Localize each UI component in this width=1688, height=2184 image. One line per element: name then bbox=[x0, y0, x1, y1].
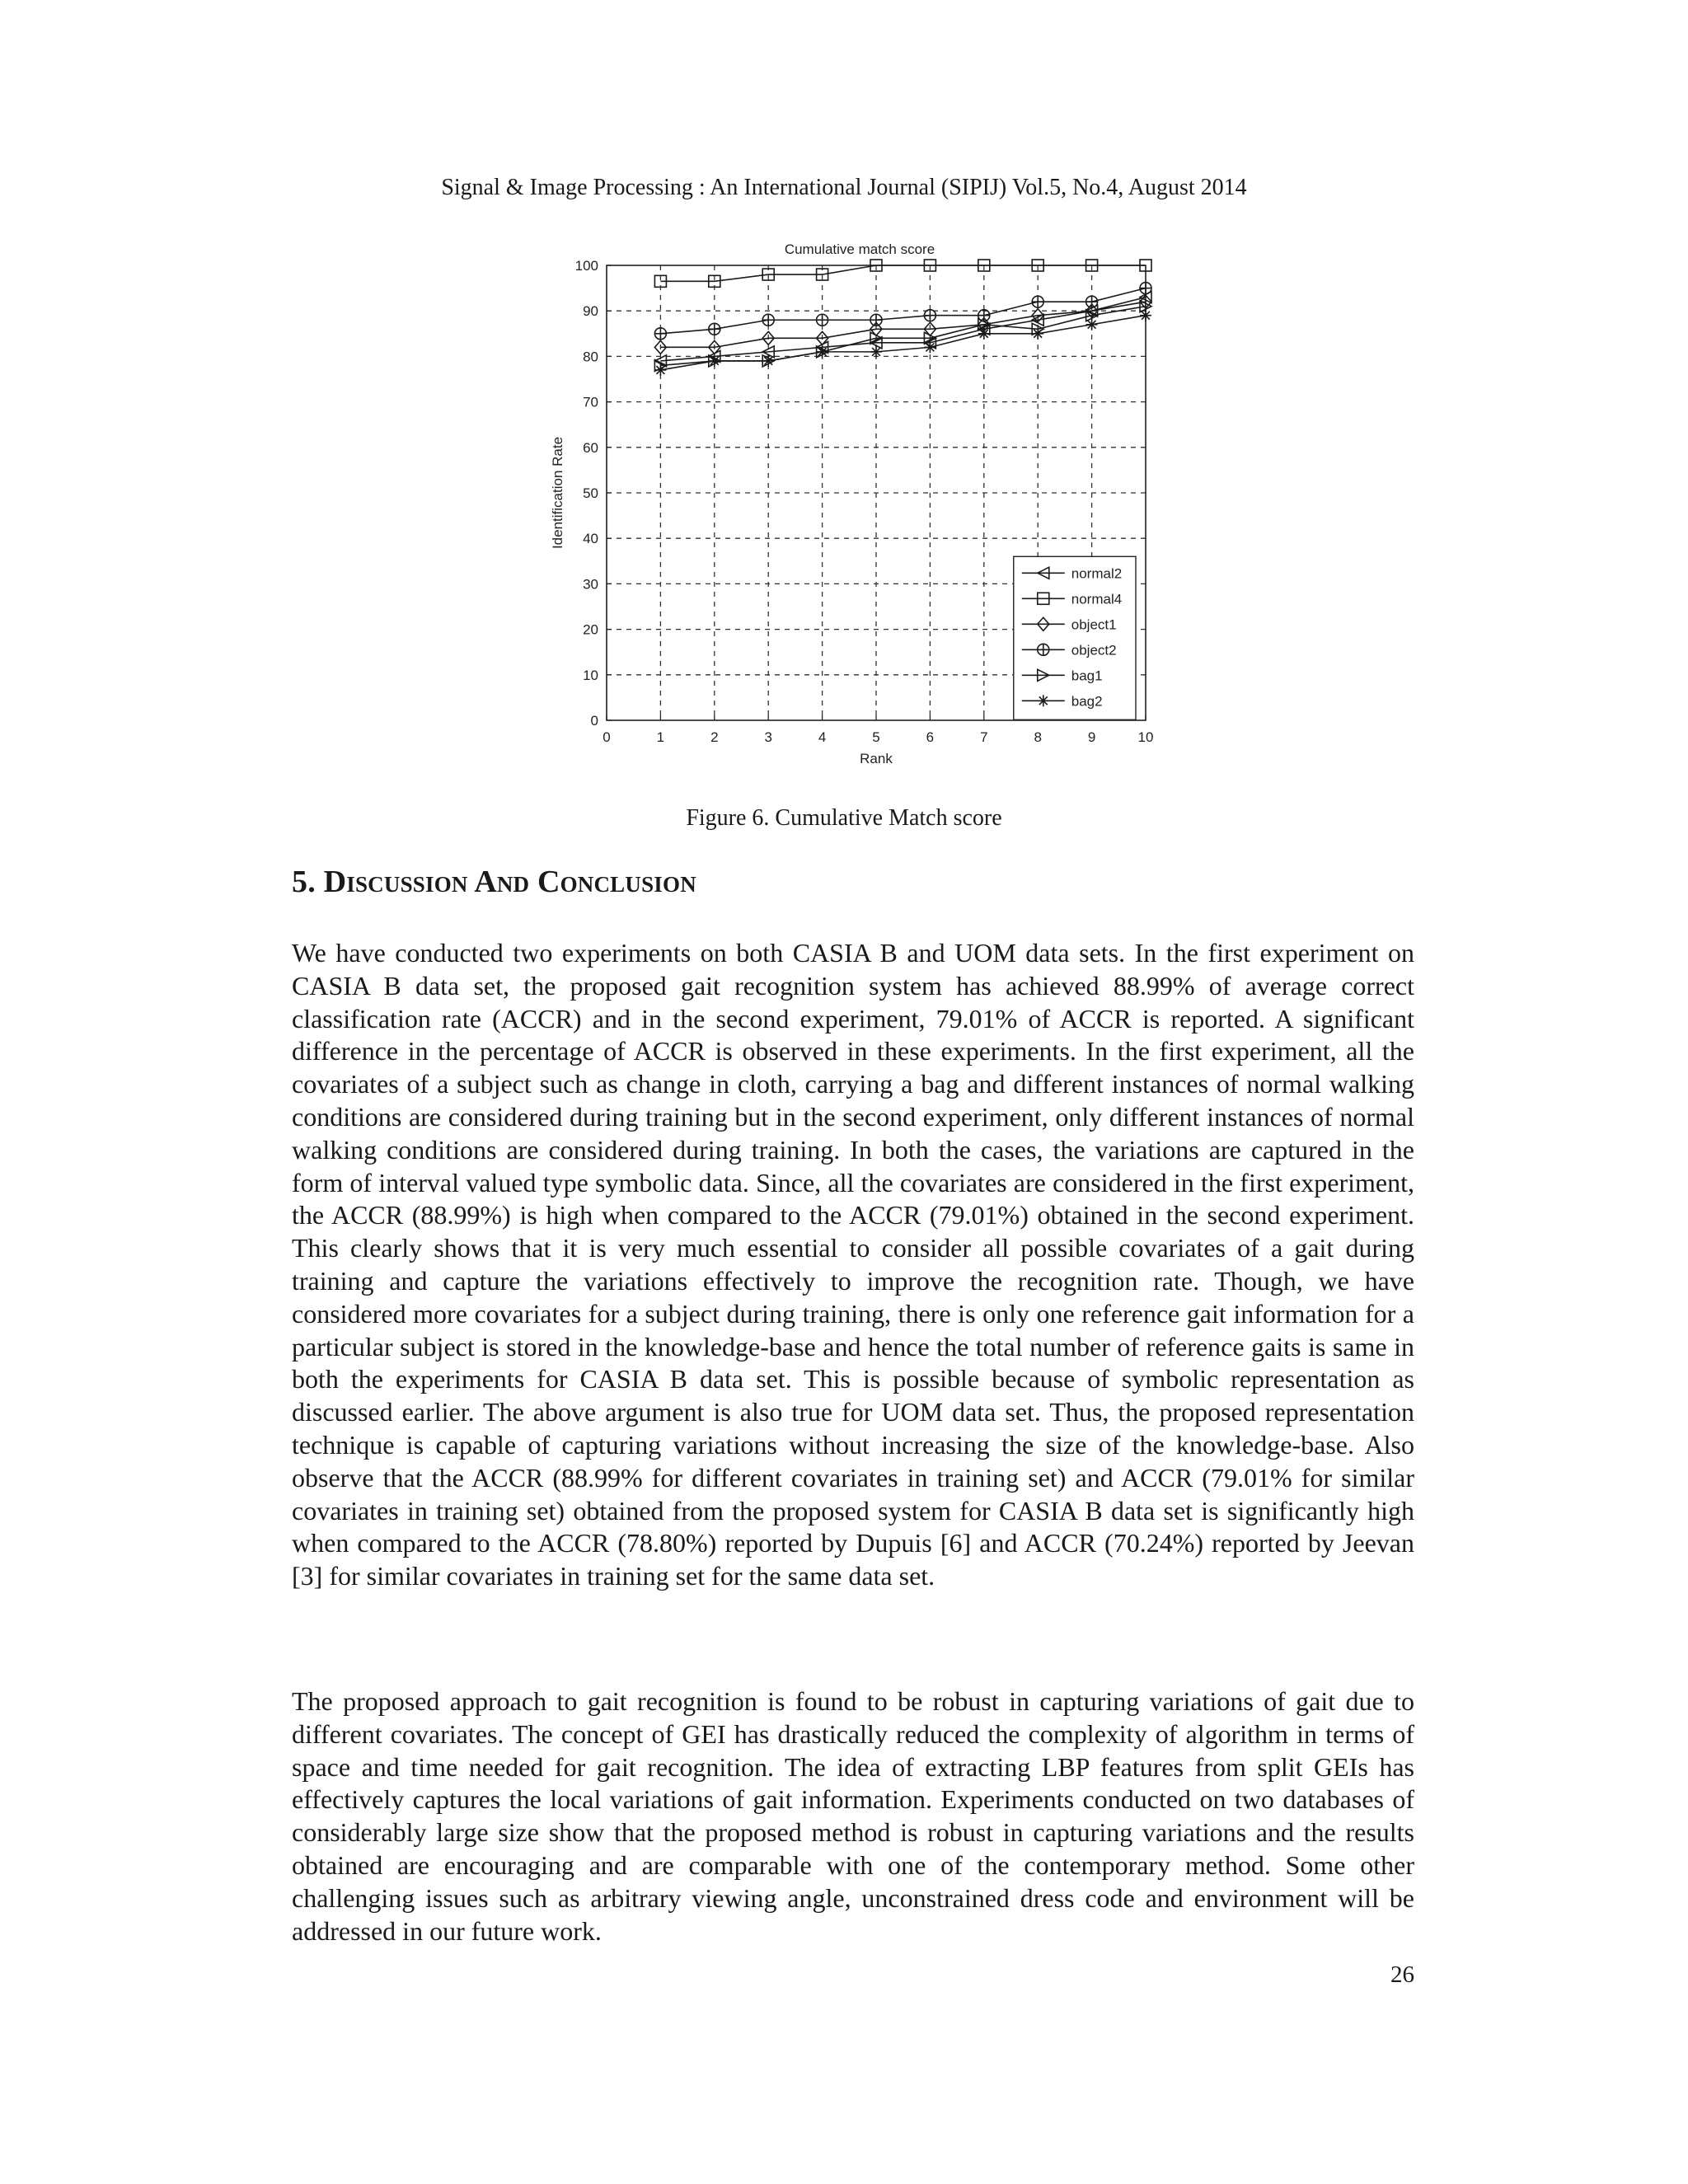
series-normal4 bbox=[654, 260, 1151, 287]
x-tick-label: 1 bbox=[656, 729, 665, 745]
legend-label: object1 bbox=[1071, 616, 1117, 633]
y-tick-label: 50 bbox=[583, 485, 598, 501]
x-tick-label: 7 bbox=[980, 729, 988, 745]
y-tick-label: 10 bbox=[583, 667, 598, 683]
paragraph-discussion: We have conducted two experiments on both CASIA B and UOM data sets. In the first experiment on CASIA B data set, the proposed gait recognition system has achieved 88.99% of average correct classification rate (ACCR) and in the second experiment, 79.01% of ACCR is reported. A significant difference in the percentage of ACCR is observed in these experiments. In the first experiment, all the covariates of a subject such as change in cloth, carrying a bag and different instances of normal walking conditions are considered during training but in the second experiment, only different instances of normal walking conditions are considered during training. In both the cases, the variations are captured in the form of interval valued type symbolic data. Since, all the covariates are considered in the first experiment, the ACCR (88.99%) is high when compared to the ACCR (79.01%) obtained in the second experiment. This clearly shows that it is very much essential to consider all possible covariates of a gait during training and capture the variations effectively to improve the recognition rate. Though, we have considered more covariates for a subject during training, there is only one reference gait information for a particular subject is stored in the knowledge-base and hence the total number of reference gaits is same in both the experiments for CASIA B data set. This is possible because of symbolic representation as discussed earlier. The above argument is also true for UOM data set. Thus, the proposed representation technique is capable of capturing variations without increasing the size of the knowledge-base. Also observe that the ACCR (88.99% for different covariates in training set) and ACCR (79.01% for similar covariates in training set) obtained from the proposed system for CASIA B data set is significantly high when compared to the ACCR (78.80%) reported by Dupuis [6] and ACCR (70.24%) reported by Jeevan [3] for similar covariates in training set for the same data set. bbox=[292, 938, 1414, 1591]
legend-label: normal2 bbox=[1071, 565, 1123, 582]
x-tick-label: 9 bbox=[1087, 729, 1096, 745]
x-tick-label: 6 bbox=[926, 729, 935, 745]
y-tick-label: 40 bbox=[583, 531, 598, 547]
y-tick-label: 60 bbox=[583, 439, 598, 456]
x-axis-label: Rank bbox=[860, 751, 893, 766]
series-line-normal4 bbox=[660, 265, 1146, 281]
chart-legend bbox=[1014, 556, 1136, 719]
chart-title: Cumulative match score bbox=[784, 241, 935, 257]
section-heading: 5. Discussion And Conclusion bbox=[292, 865, 696, 899]
y-tick-label: 20 bbox=[583, 621, 598, 638]
y-tick-label: 0 bbox=[590, 713, 598, 729]
cumulative-match-chart bbox=[544, 231, 1179, 775]
x-tick-label: 10 bbox=[1137, 729, 1154, 745]
running-header: Signal & Image Processing : An International Journal (SIPIJ) Vol.5, No.4, August 2014 bbox=[441, 175, 1247, 200]
y-tick-label: 70 bbox=[583, 394, 598, 410]
x-tick-label: 3 bbox=[764, 729, 772, 745]
legend-label: bag2 bbox=[1071, 693, 1103, 710]
y-tick-label: 100 bbox=[574, 258, 598, 274]
figure-cumulative-match bbox=[544, 231, 1179, 775]
legend-label: object2 bbox=[1071, 642, 1117, 658]
x-tick-label: 8 bbox=[1034, 729, 1042, 745]
x-tick-label: 5 bbox=[872, 729, 880, 745]
y-tick-label: 80 bbox=[583, 349, 598, 365]
x-tick-label: 2 bbox=[710, 729, 719, 745]
legend-label: normal4 bbox=[1071, 591, 1123, 607]
x-tick-label: 0 bbox=[603, 729, 611, 745]
legend-entry-normal4 bbox=[1022, 591, 1122, 607]
figure-caption: Figure 6. Cumulative Match score bbox=[686, 805, 1002, 831]
y-axis-label: Identification Rate bbox=[550, 436, 565, 550]
series-layer bbox=[654, 260, 1151, 376]
y-tick-label: 90 bbox=[583, 303, 598, 320]
page-number: 26 bbox=[1390, 1961, 1414, 1988]
y-tick-label: 30 bbox=[583, 576, 598, 593]
x-tick-label: 4 bbox=[818, 729, 827, 745]
series-object1 bbox=[654, 295, 1151, 354]
legend-label: bag1 bbox=[1071, 668, 1103, 684]
paragraph-conclusion: The proposed approach to gait recognition is found to be robust in capturing variations of gait due to different covariates. The concept of GEI has drastically reduced the complexity of algorithm in terms of space and time needed for gait recognition. The idea of extracting LBP features from split GEIs has effectively captures the local variations of gait information. Experiments conducted on two databases of considerably large size show that the proposed method is robust in capturing variations and the results obtained are encouraging and are comparable with one of the contemporary method. Some other challenging issues such as arbitrary viewing angle, unconstrained dress code and environment will be addressed in our future work. bbox=[292, 1686, 1414, 1946]
series-line-object1 bbox=[660, 302, 1146, 347]
